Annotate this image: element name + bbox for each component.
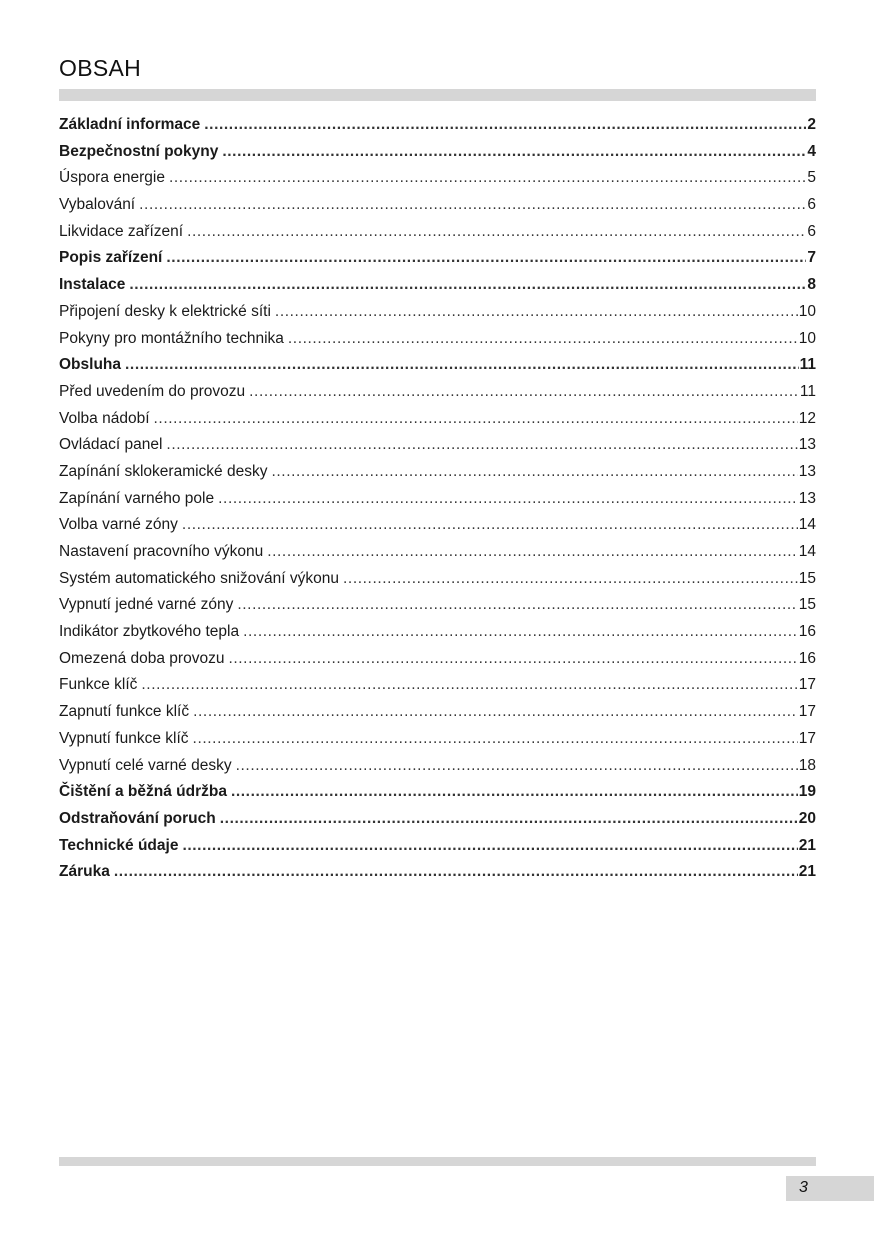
toc-dot-leader (204, 112, 806, 139)
toc-entry-title: Technické údaje (59, 836, 179, 854)
toc-entry[interactable] (59, 326, 816, 353)
toc-dot-leader (129, 272, 806, 299)
toc-entry[interactable] (59, 272, 816, 299)
toc-entry-title: Vypnutí funkce klíč (59, 729, 189, 747)
toc-entry[interactable] (59, 833, 816, 860)
toc-entry-page-number: 5 (807, 169, 816, 187)
toc-entry[interactable] (59, 619, 816, 646)
toc-dot-leader (275, 299, 798, 326)
toc-entry-page-number: 7 (807, 249, 816, 267)
toc-entry-page-number: 13 (798, 489, 816, 507)
toc-entry-page-number: 21 (798, 836, 816, 854)
toc-entry[interactable] (59, 459, 816, 486)
toc-entry-title: Zapínání varného pole (59, 489, 215, 507)
toc-entry[interactable] (59, 646, 816, 673)
toc-dot-leader (166, 245, 806, 272)
toc-entry-page-number: 13 (798, 462, 816, 480)
toc-entry-page-number: 14 (798, 543, 816, 560)
toc-entry-page-number: 10 (798, 329, 816, 347)
toc-entry-page-number: 12 (798, 409, 816, 427)
toc-entry[interactable] (59, 566, 816, 593)
toc-entry-title: Indikátor zbytkového tepla (59, 623, 240, 641)
toc-entry[interactable] (59, 486, 816, 513)
toc-entry[interactable] (59, 512, 816, 539)
toc-entry-title: Likvidace zařízení (59, 222, 184, 240)
toc-entry[interactable] (59, 219, 816, 246)
toc-entry-page-number: 15 (798, 569, 816, 587)
page-title: OBSAH (59, 55, 142, 81)
toc-entry-page-number: 17 (798, 703, 816, 721)
toc-dot-leader (218, 486, 798, 513)
toc-dot-leader (228, 646, 797, 673)
toc-entry-title: Bezpečnostní pokyny (59, 142, 219, 160)
toc-dot-leader (193, 726, 798, 753)
toc-entry-page-number: 19 (798, 783, 816, 801)
toc-entry-page-number: 11 (799, 382, 816, 400)
toc-dot-leader (182, 512, 798, 539)
toc-entry[interactable] (59, 112, 816, 139)
toc-entry-title: Popis zařízení (59, 249, 163, 267)
toc-entry-title: Vypnutí celé varné desky (59, 756, 232, 774)
toc-entry-page-number: 18 (798, 756, 816, 774)
toc-dot-leader (231, 779, 798, 806)
toc-dot-leader (271, 459, 797, 486)
toc-dot-leader (236, 753, 798, 780)
toc-entry-title: Pokyny pro montážního technika (59, 329, 284, 347)
toc-entry[interactable] (59, 753, 816, 780)
toc-dot-leader (187, 219, 806, 246)
toc-entry[interactable] (59, 245, 816, 272)
toc-entry-title: Odstraňování poruch (59, 809, 216, 827)
toc-entry[interactable] (59, 592, 816, 619)
toc-entry-page-number: 8 (807, 276, 816, 294)
toc-dot-leader (343, 566, 798, 593)
toc-entry-page-number: 6 (807, 222, 816, 240)
toc-entry-title: Omezená doba provozu (59, 649, 225, 667)
toc-entry-title: Ovládací panel (59, 436, 163, 454)
toc-entry[interactable] (59, 806, 816, 833)
toc-entry-title: Před uvedením do provozu (59, 382, 246, 400)
toc-entry[interactable] (59, 165, 816, 192)
toc-dot-leader (169, 165, 806, 192)
toc-dot-leader (166, 432, 797, 459)
toc-entry-title: Úspora energie (59, 169, 165, 187)
toc-entry-title: Obsluha (59, 356, 122, 374)
toc-entry-page-number: 10 (798, 302, 816, 320)
toc-entry[interactable] (59, 379, 816, 406)
page-number-tab (786, 1176, 874, 1201)
toc-entry[interactable] (59, 352, 816, 379)
toc-entry[interactable] (59, 672, 816, 699)
toc-dot-leader (154, 406, 798, 433)
toc-entry-title: Záruka (59, 863, 110, 881)
toc-entry-page-number: 13 (798, 436, 816, 454)
toc-entry[interactable] (59, 139, 816, 166)
toc-dot-leader (139, 192, 806, 219)
toc-entry-page-number: 4 (807, 142, 816, 160)
footer-divider-bar (59, 1157, 816, 1166)
toc-dot-leader (182, 833, 797, 860)
toc-entry-title: Volba nádobí (59, 409, 150, 427)
toc-entry-title: Funkce klíč (59, 676, 138, 694)
toc-entry-page-number: 16 (798, 623, 816, 641)
toc-entry[interactable] (59, 299, 816, 326)
toc-entry-page-number: 17 (798, 729, 816, 747)
toc-entry[interactable] (59, 726, 816, 753)
toc-dot-leader (267, 539, 798, 566)
toc-entry-page-number: 2 (807, 116, 816, 133)
toc-entry-title: Zapínání sklokeramické desky (59, 462, 268, 480)
toc-entry-title: Vypnutí jedné varné zóny (59, 596, 234, 614)
toc-entry-page-number: 21 (798, 863, 816, 881)
toc-dot-leader (222, 139, 806, 166)
toc-entry-page-number: 17 (798, 676, 816, 694)
toc-entry-page-number: 15 (798, 596, 816, 614)
toc-entry-title: Čištění a běžná údržba (59, 783, 227, 801)
toc-entry-title: Volba varné zóny (59, 516, 178, 534)
toc-dot-leader (243, 619, 798, 646)
toc-entry[interactable] (59, 432, 816, 459)
toc-dot-leader (220, 806, 798, 833)
toc-entry[interactable] (59, 192, 816, 219)
toc-entry-title: Instalace (59, 276, 126, 294)
toc-entry-page-number: 16 (798, 649, 816, 667)
toc-entry[interactable] (59, 859, 816, 886)
toc-dot-leader (125, 352, 799, 379)
toc-entry-title: Zapnutí funkce klíč (59, 703, 190, 721)
toc-entry-title: Vybalování (59, 196, 136, 214)
toc-entry[interactable] (59, 539, 816, 566)
toc-dot-leader (288, 326, 798, 353)
toc-entry-page-number: 6 (807, 196, 816, 214)
toc-entry-page-number: 14 (798, 516, 816, 534)
toc-entry-title: Systém automatického snižování výkonu (59, 569, 339, 587)
toc-entry-page-number: 20 (798, 809, 816, 827)
toc-entry[interactable] (59, 406, 816, 433)
toc-dot-leader (193, 699, 798, 726)
toc-entry-page-number: 11 (799, 356, 816, 374)
toc-dot-leader (249, 379, 799, 406)
toc-entry-title: Připojení desky k elektrické síti (59, 302, 271, 320)
header-divider-bar (59, 89, 816, 101)
page-number: 3 (799, 1179, 808, 1196)
toc-entry[interactable] (59, 779, 816, 806)
toc-entry-title: Nastavení pracovního výkonu (59, 543, 264, 560)
toc-dot-leader (237, 592, 797, 619)
toc-dot-leader (114, 859, 798, 886)
toc-dot-leader (141, 672, 797, 699)
table-of-contents (59, 112, 816, 886)
toc-entry-title: Základní informace (59, 116, 201, 133)
toc-entry[interactable] (59, 699, 816, 726)
